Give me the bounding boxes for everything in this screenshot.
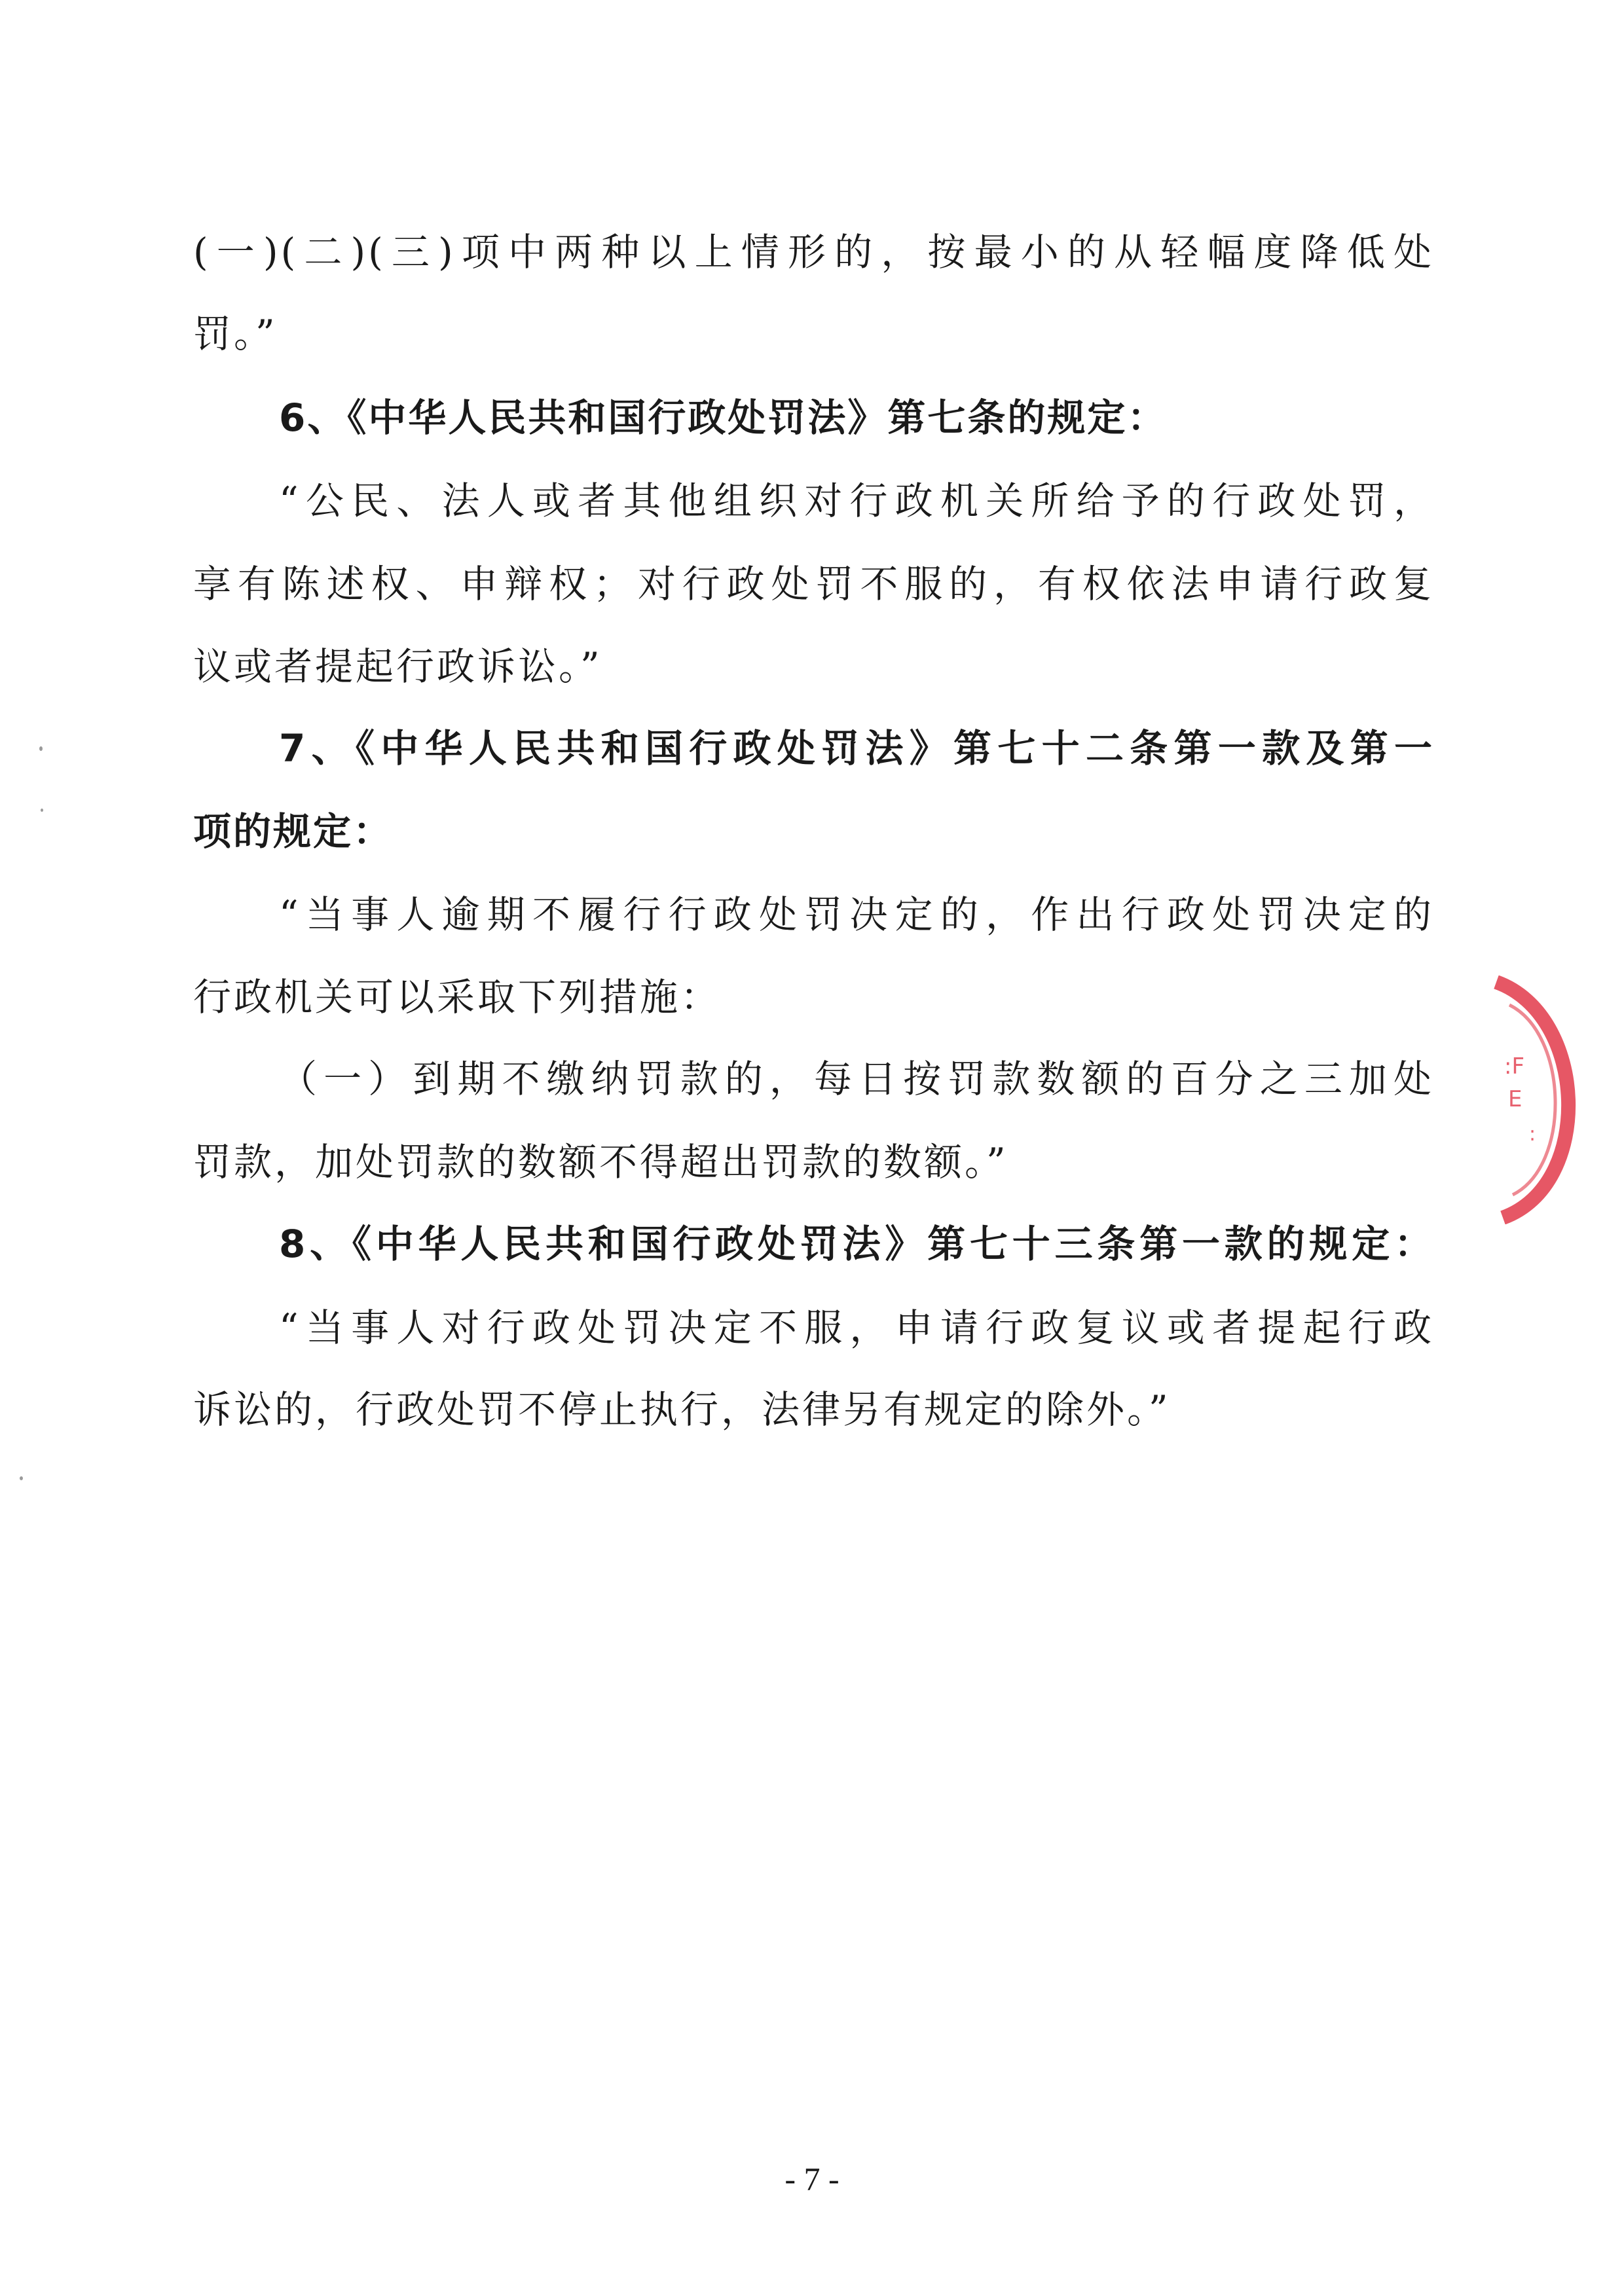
svg-text::: :: [1529, 1123, 1536, 1146]
quote-line-6: （一）到期不缴纳罚款的，每日按罚款数额的百分之三加处: [279, 1057, 1434, 1101]
section-heading-7-cont: 项的规定：: [193, 809, 394, 854]
quote-line-5: 行政机关可以采取下列措施：: [193, 975, 722, 1019]
quote-line-3: 议或者提起行政诉讼。”: [193, 644, 602, 689]
page-number: - 7 -: [784, 2160, 840, 2197]
paragraph-line-1: (一)(二)(三)项中两种以上情形的，按最小的从轻幅度降低处: [193, 230, 1434, 274]
section-heading-7: 7、《中华人民共和国行政处罚法》第七十二条第一款及第一: [279, 726, 1434, 771]
quote-line-4: “当事人逾期不履行行政处罚决定的，作出行政处罚决定的: [279, 892, 1434, 937]
quote-line-2: 享有陈述权、申辩权；对行政处罚不服的，有权依法申请行政复: [193, 562, 1434, 606]
svg-text:E: E: [1508, 1086, 1522, 1112]
section-heading-6: 6、《中华人民共和国行政处罚法》第七条的规定：: [279, 395, 1168, 440]
scan-speck: [41, 809, 43, 812]
scan-speck: [20, 1476, 23, 1480]
quote-line-1: “公民、法人或者其他组织对行政机关所给予的行政处罚，: [279, 479, 1434, 523]
section-heading-8: 8、《中华人民共和国行政处罚法》第七十三条第一款的规定：: [279, 1222, 1434, 1266]
paragraph-line-2: 罚。”: [193, 312, 278, 356]
scan-speck: [39, 746, 43, 751]
quote-line-9: 诉讼的，行政处罚不停止执行，法律另有规定的除外。”: [193, 1387, 1171, 1432]
official-seal-partial: [1490, 975, 1588, 1224]
quote-line-8: “当事人对行政处罚决定不服，申请行政复议或者提起行政: [279, 1305, 1434, 1350]
quote-line-7: 罚款，加处罚款的数额不得超出罚款的数额。”: [193, 1140, 1008, 1184]
svg-text::F: :F: [1504, 1053, 1525, 1080]
